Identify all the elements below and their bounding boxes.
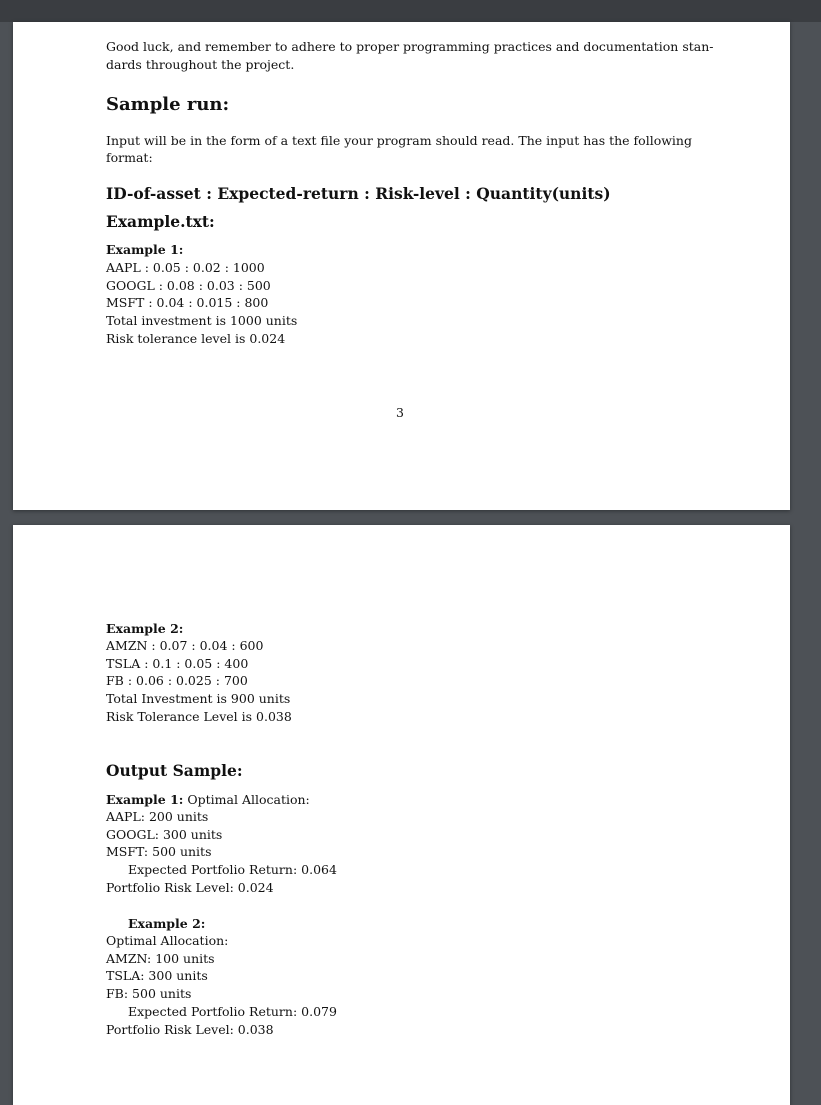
sample-run-heading: Sample run: [106,94,230,115]
example1-line: MSFT : 0.04 : 0.015 : 800 [106,295,269,310]
example2-line: AMZN : 0.07 : 0.04 : 600 [106,638,264,653]
output1-risk: Portfolio Risk Level: 0.024 [106,880,274,895]
output-sample-heading: Output Sample: [106,761,243,780]
example2-label: Example 2: [106,621,184,636]
example1-label: Example 1: [106,242,184,257]
output2-line: AMZN: 100 units [106,951,215,966]
output2-return: Expected Portfolio Return: 0.079 [128,1004,337,1019]
example-file-heading: Example.txt: [106,212,215,231]
example2-line: FB : 0.06 : 0.025 : 700 [106,673,248,688]
output1-label: Example 1: [106,792,184,807]
output1-line: GOOGL: 300 units [106,827,223,842]
output2-line: FB: 500 units [106,986,192,1001]
viewer-toolbar [0,0,821,22]
example1-line: AAPL : 0.05 : 0.02 : 1000 [106,260,265,275]
input-description-line: format: [106,150,153,165]
example2-line: Risk Tolerance Level is 0.038 [106,709,292,724]
example2-line: Total Investment is 900 units [106,691,291,706]
example1-line: Risk tolerance level is 0.024 [106,331,286,346]
output1-first-line [106,791,310,809]
example1-line: Total investment is 1000 units [106,313,298,328]
output2-label: Example 2: [128,916,206,931]
input-description-line: Input will be in the form of a text file your program should read. The input has the following [106,133,692,148]
document-page-4 [13,525,790,1105]
example1-line: GOOGL : 0.08 : 0.03 : 500 [106,278,271,293]
document-page-3 [13,22,790,510]
intro-text-line: dards throughout the project. [106,57,295,72]
output1-line: AAPL: 200 units [106,809,209,824]
output1-allocation-title: Optimal Allocation: [187,792,310,807]
example2-line: TSLA : 0.1 : 0.05 : 400 [106,656,249,671]
input-format-line: ID-of-asset : Expected-return : Risk-level : Quantity(units) [106,184,611,203]
intro-text-line: Good luck, and remember to adhere to proper programming practices and documentation stan- [106,39,714,54]
output1-return: Expected Portfolio Return: 0.064 [128,862,337,877]
output2-line: TSLA: 300 units [106,968,208,983]
output2-line: Optimal Allocation: [106,933,229,948]
output2-risk: Portfolio Risk Level: 0.038 [106,1022,274,1037]
output1-line: MSFT: 500 units [106,844,212,859]
page-number: 3 [396,405,404,420]
